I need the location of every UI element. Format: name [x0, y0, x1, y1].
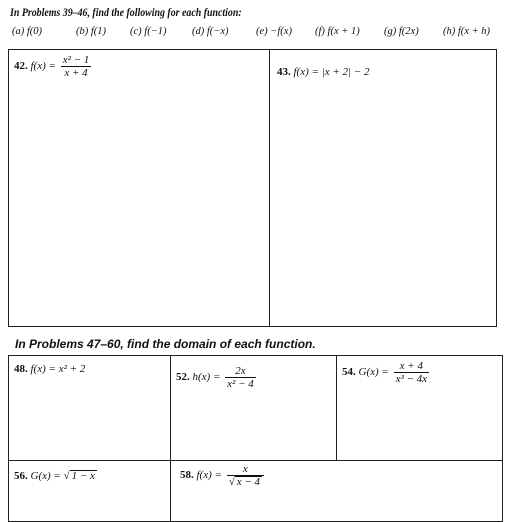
problem-42 — [14, 54, 93, 79]
function-lhs: G(x) = — [30, 470, 61, 482]
numerator: x + 4 — [394, 360, 430, 373]
denominator: x² − 4 — [227, 378, 254, 390]
denominator: x³ − 4x — [395, 373, 428, 385]
part-c: (c) f(−1) — [130, 26, 167, 37]
problem-54 — [342, 360, 431, 385]
problem-52 — [176, 365, 258, 390]
problem-58 — [180, 463, 266, 488]
fraction — [61, 54, 92, 79]
part-f: (f) f(x + 1) — [315, 26, 360, 37]
fraction — [227, 463, 264, 488]
function-expression: f(x) = x² + 2 — [30, 363, 86, 375]
answer-box-42 — [8, 49, 270, 327]
function-lhs: h(x) = — [192, 371, 221, 384]
function-lhs: f(x) = — [30, 60, 56, 73]
problem-56 — [14, 470, 97, 482]
problem-number: 52. — [176, 371, 190, 384]
section-heading-39-46: In Problems 39–46, find the following for each function: — [10, 7, 242, 19]
part-a: (a) f(0) — [12, 26, 43, 37]
problem-number: 48. — [14, 363, 28, 375]
denominator — [227, 476, 264, 488]
part-d: (d) f(−x) — [192, 26, 229, 37]
function-lhs: f(x) = — [196, 469, 222, 482]
denominator: x + 4 — [64, 67, 88, 79]
radical-sign: √ — [63, 470, 70, 482]
fraction — [225, 365, 256, 390]
radicand: 1 − x — [71, 470, 95, 482]
function-expression: f(x) = |x + 2| − 2 — [293, 66, 370, 78]
problem-number: 56. — [14, 470, 28, 482]
problem-43 — [277, 66, 369, 78]
part-b: (b) f(1) — [76, 26, 107, 37]
problem-number: 42. — [14, 60, 28, 73]
numerator: x — [227, 463, 264, 476]
problem-number: 54. — [342, 366, 356, 379]
answer-box-43 — [269, 49, 497, 327]
fraction — [394, 360, 430, 385]
radicand: x − 4 — [236, 476, 261, 488]
part-h: (h) f(x + h) — [443, 26, 491, 37]
function-lhs: G(x) = — [358, 366, 389, 379]
problem-number: 58. — [180, 469, 194, 482]
part-e: (e) −f(x) — [256, 26, 292, 37]
numerator: 2x — [225, 365, 256, 378]
problem-number: 43. — [277, 66, 291, 78]
radical-sign: √ — [228, 476, 235, 488]
part-g: (g) f(2x) — [384, 26, 419, 37]
section-heading-47-60: In Problems 47–60, find the domain of each function. — [15, 337, 316, 351]
numerator: x² − 1 — [62, 54, 90, 66]
problem-48 — [14, 363, 85, 375]
